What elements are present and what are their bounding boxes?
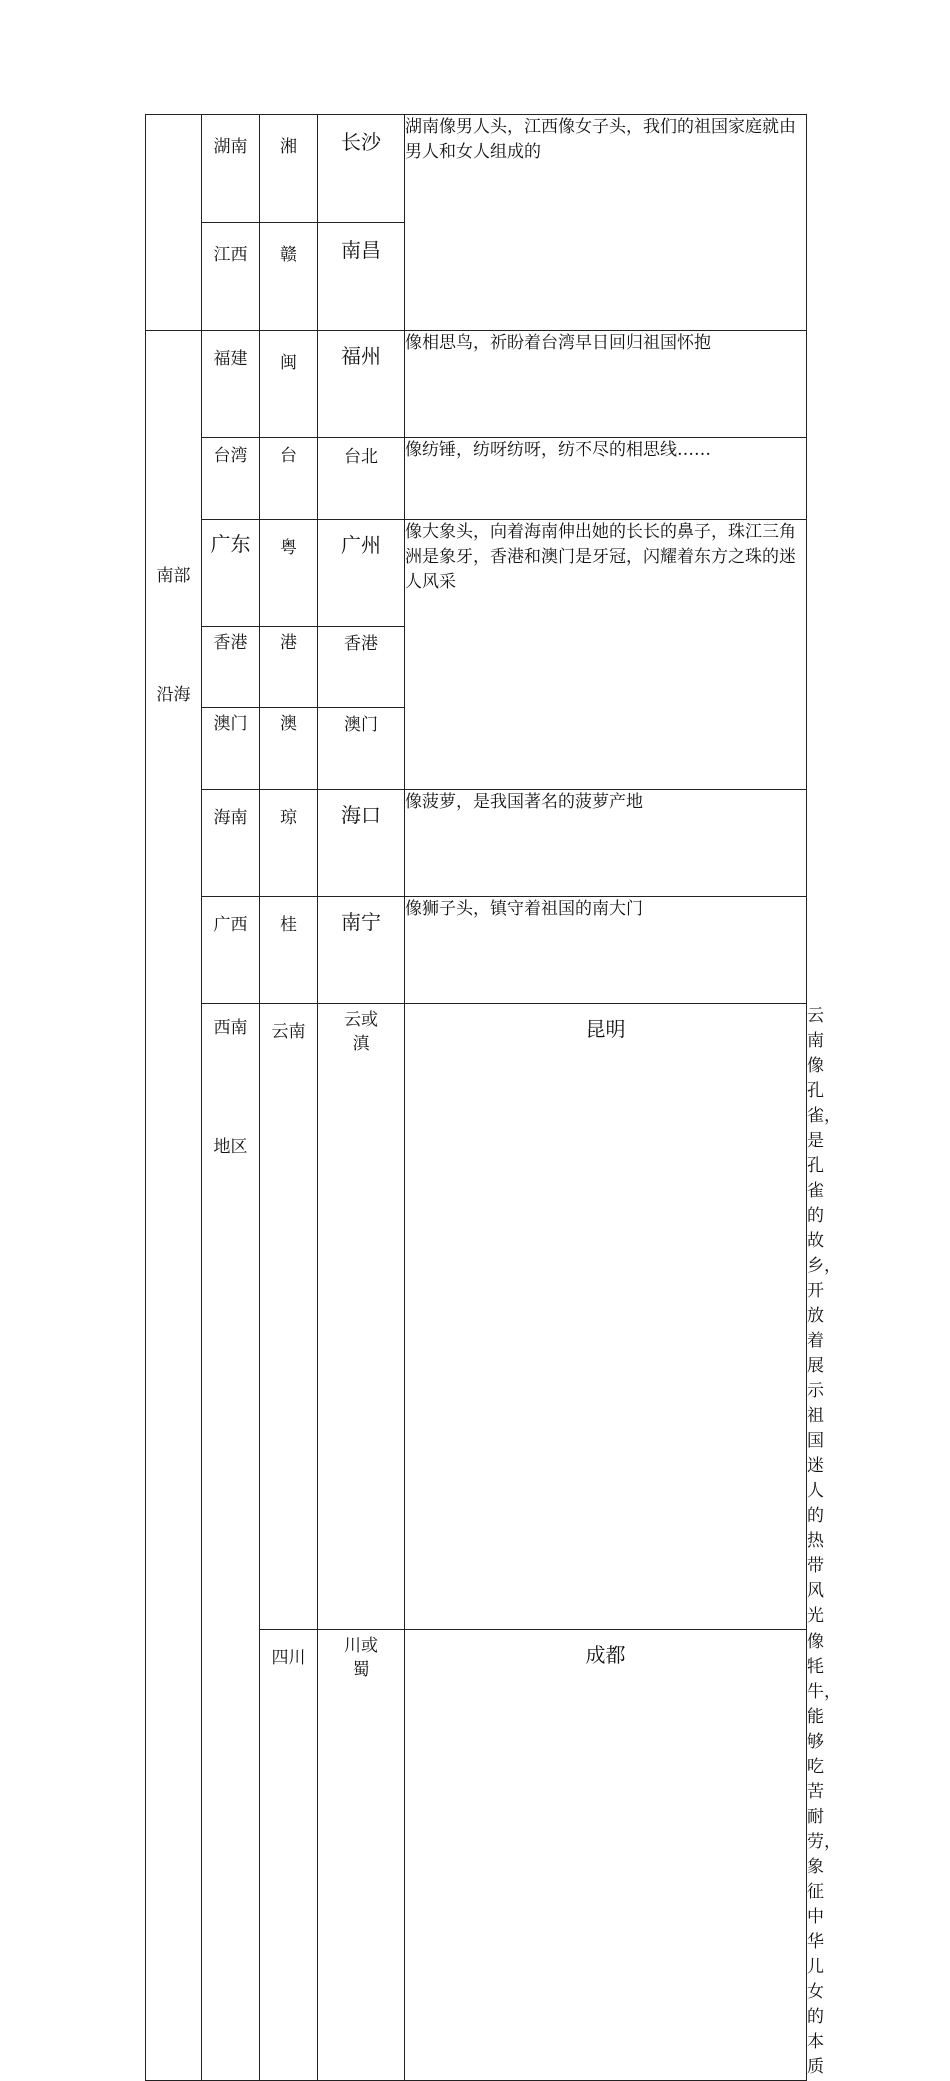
- province-capital: 昆明: [405, 1004, 807, 1630]
- region-south-coast: [146, 331, 202, 2081]
- province-abbr: 闽: [260, 331, 318, 438]
- province-abbr: 川或 蜀: [318, 1630, 405, 2081]
- province-table: [145, 114, 841, 2081]
- province-name: 江西: [202, 223, 260, 331]
- province-abbr: 琼: [260, 790, 318, 897]
- province-abbr: 粤: [260, 520, 318, 627]
- province-description: 像纺锤，纺呀纺呀，纺不尽的相思线……: [405, 438, 807, 520]
- province-capital: 福州: [318, 331, 405, 438]
- province-description: 像相思鸟，祈盼着台湾早日回归祖国怀抱: [405, 331, 807, 438]
- province-name: 云南: [260, 1004, 318, 1630]
- region-cell-empty: [146, 115, 202, 331]
- province-description: 像狮子头，镇守着祖国的南大门: [405, 897, 807, 1004]
- province-name: 海南: [202, 790, 260, 897]
- province-capital: 长沙: [318, 115, 405, 223]
- province-abbr: 澳: [260, 708, 318, 790]
- province-name: 广西: [202, 897, 260, 1004]
- table-row: [146, 115, 807, 223]
- table-row: [146, 790, 807, 897]
- province-abbr: 台: [260, 438, 318, 520]
- province-abbr: 港: [260, 627, 318, 708]
- province-name: 福建: [202, 331, 260, 438]
- province-capital: 海口: [318, 790, 405, 897]
- province-abbr: 云或 滇: [318, 1004, 405, 1630]
- province-description: 像菠萝，是我国著名的菠萝产地: [405, 790, 807, 897]
- province-capital: 成都: [405, 1630, 807, 2081]
- table-row: [146, 897, 807, 1004]
- province-description: 湖南像男人头，江西像女子头，我们的祖国家庭就由男人和女人组成的: [405, 115, 807, 331]
- province-name: 澳门: [202, 708, 260, 790]
- table-row: 西南 地区 云南 云或 滇 昆明 云南像孔雀，是孔雀的故乡，开放着展示祖国迷人的热带风光: [146, 1004, 807, 1630]
- province-name: 香港: [202, 627, 260, 708]
- region-label-line2: 地区: [213, 1137, 248, 1157]
- province-capital: 广州: [318, 520, 405, 627]
- province-name: 四川: [260, 1630, 318, 2081]
- province-abbr: 桂: [260, 897, 318, 1004]
- province-abbr: 赣: [260, 223, 318, 331]
- province-name: 台湾: [202, 438, 260, 520]
- province-abbr: 湘: [260, 115, 318, 223]
- region-label-line2: 沿海: [156, 685, 191, 705]
- province-name: 湖南: [202, 115, 260, 223]
- province-name: 广东: [202, 520, 260, 627]
- table-row: 四川 川或 蜀 成都 像牦牛，能够吃苦耐劳，象征中华儿女的本质: [146, 1630, 807, 2081]
- province-capital: 香港: [318, 627, 405, 708]
- table-row: [146, 331, 807, 438]
- region-southwest: [202, 1004, 260, 2081]
- province-capital: 台北: [318, 438, 405, 520]
- province-capital: 南昌: [318, 223, 405, 331]
- table-row: [146, 520, 807, 627]
- region-label-line1: 南部: [156, 566, 191, 586]
- table-row: [146, 438, 807, 520]
- province-capital: 澳门: [318, 708, 405, 790]
- province-capital: 南宁: [318, 897, 405, 1004]
- region-label-line1: 西南: [213, 1018, 248, 1038]
- province-description: 像大象头，向着海南伸出她的长长的鼻子，珠江三角洲是象牙，香港和澳门是牙冠，闪耀着东方之珠的迷人风采: [405, 520, 807, 790]
